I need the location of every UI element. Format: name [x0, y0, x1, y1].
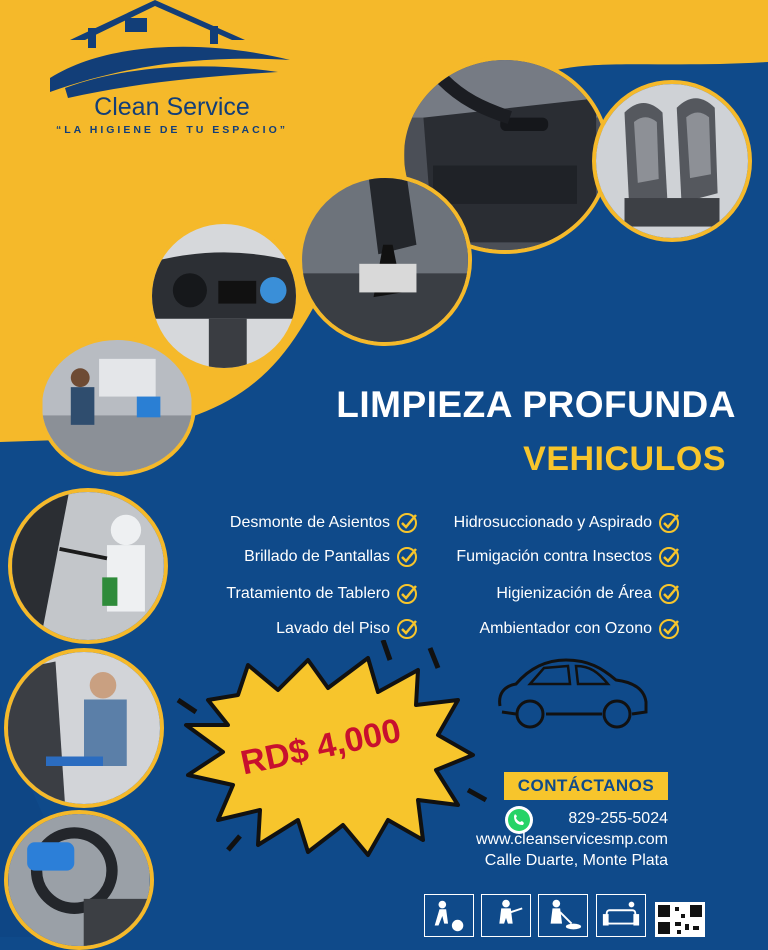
service-item: [180, 510, 418, 536]
check-icon: [396, 618, 418, 640]
headline-title: LIMPIEZA PROFUNDA: [336, 384, 736, 425]
photo-car-seats: [592, 80, 752, 242]
contact-address: Calle Duarte, Monte Plata: [484, 852, 668, 869]
price-label: RD$ 4,000: [237, 711, 405, 783]
check-icon: [658, 512, 680, 534]
contact-website[interactable]: www.cleanservicesmp.com: [475, 831, 668, 848]
service-item: [180, 581, 418, 607]
headline-subtitle: VEHICULOS: [523, 440, 726, 478]
check-icon: [658, 583, 680, 605]
car-icon: [492, 650, 652, 738]
photo-steering-wheel: [4, 810, 154, 950]
service-item: [180, 616, 418, 642]
brand-name: Clean Service: [94, 93, 250, 121]
service-item: [420, 544, 680, 570]
service-label: Tratamiento de Tablero: [226, 585, 390, 602]
check-icon: [396, 583, 418, 605]
photo-floor-cleaning: [38, 336, 196, 476]
whatsapp-icon: [505, 806, 533, 834]
photo-dashboard: [148, 220, 300, 372]
photo-interior-steam: [298, 174, 472, 346]
service-item: [420, 581, 680, 607]
floor-polisher-icon: [538, 894, 588, 937]
spray-worker-icon: [481, 894, 531, 937]
check-icon: [396, 546, 418, 568]
service-label: Brillado de Pantallas: [244, 548, 390, 565]
check-icon: [396, 512, 418, 534]
service-label: Hidrosuccionado y Aspirado: [453, 514, 652, 531]
service-item: [180, 544, 418, 570]
check-icon: [658, 546, 680, 568]
check-icon: [658, 618, 680, 640]
service-label: Ambientador con Ozono: [479, 620, 652, 637]
qr-code[interactable]: [655, 902, 705, 937]
service-label: Fumigación contra Insectos: [456, 548, 652, 565]
service-label: Lavado del Piso: [276, 620, 390, 637]
service-item: [420, 510, 680, 536]
contact-badge: CONTÁCTANOS: [504, 772, 668, 800]
photo-fumigation: [8, 488, 168, 644]
sofa-cleaning-icon: [596, 894, 646, 937]
contact-phone[interactable]: 829-255-5024: [568, 810, 668, 827]
photo-seat-vacuum: [4, 648, 164, 808]
service-label: Desmonte de Asientos: [229, 514, 390, 531]
brand-tagline: “LA HIGIENE DE TU ESPACIO”: [55, 124, 288, 136]
service-label: Higienización de Área: [496, 585, 652, 602]
service-item: [420, 616, 680, 642]
vacuum-worker-icon: [424, 894, 474, 937]
